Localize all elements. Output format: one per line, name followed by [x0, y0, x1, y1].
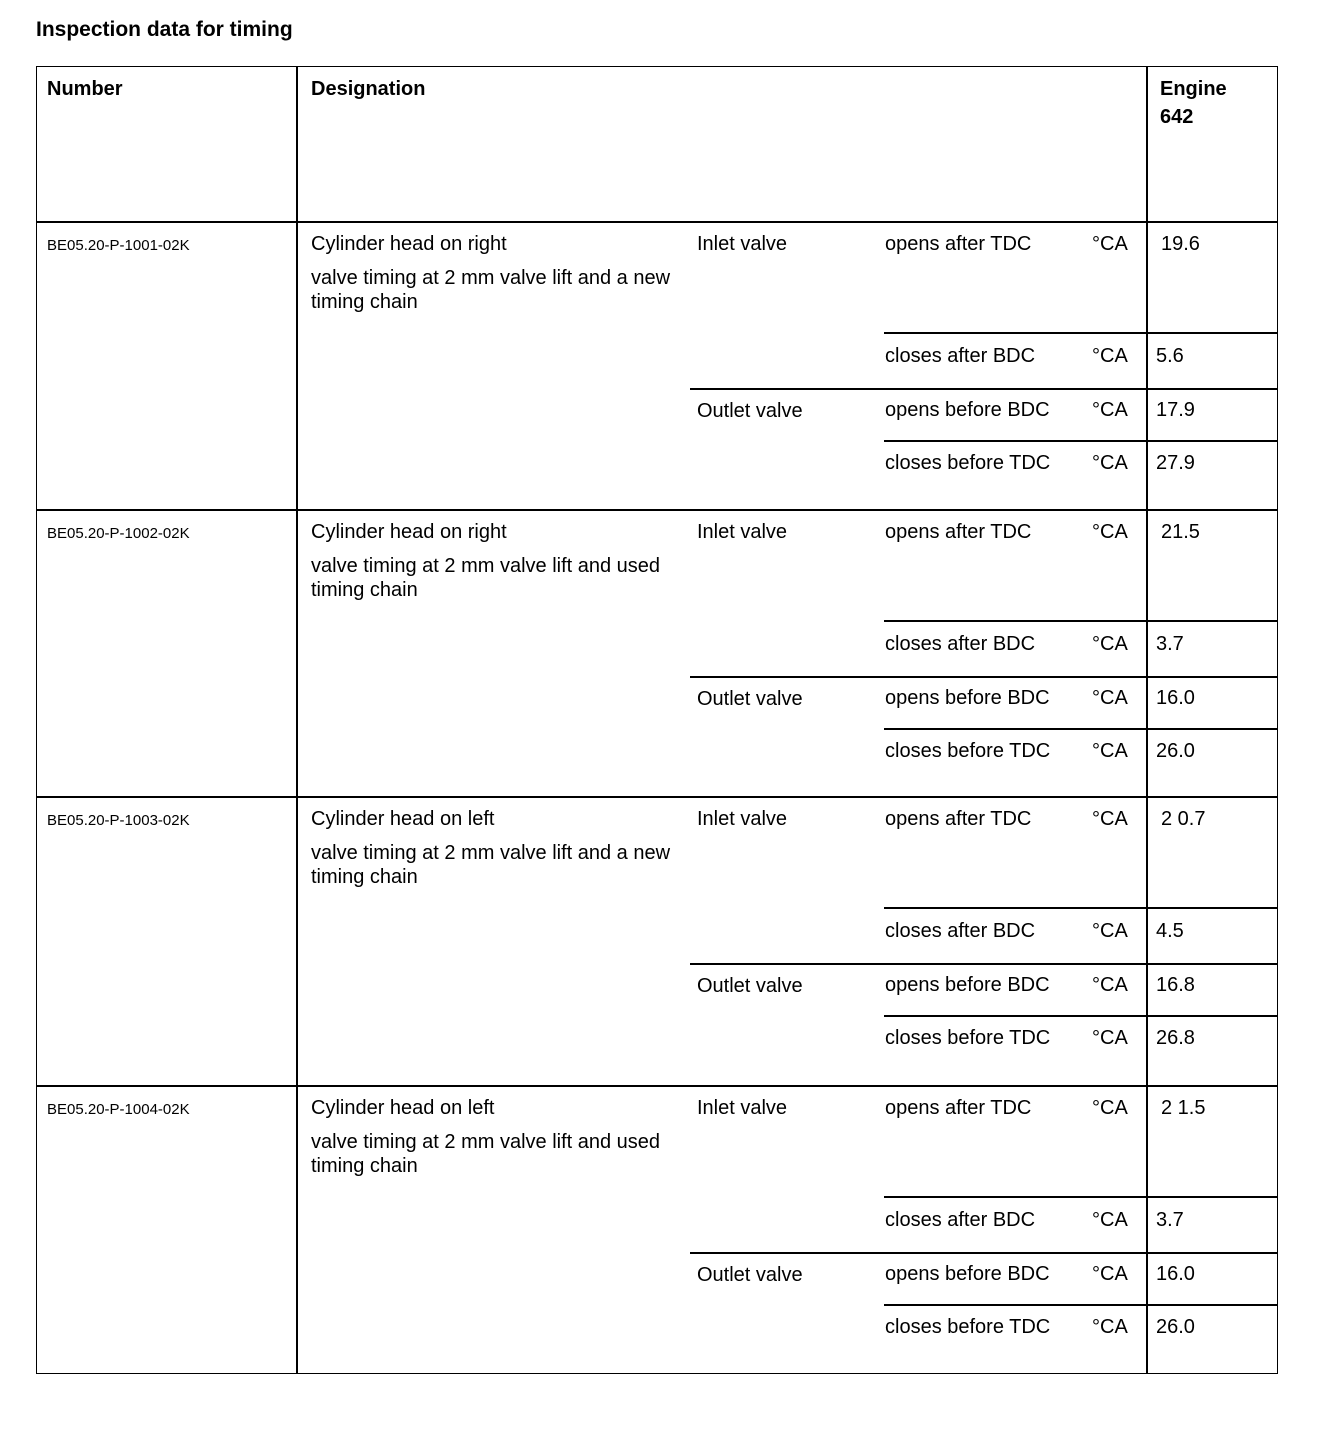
inlet-valve-label: Inlet valve [697, 233, 788, 255]
unit-label: °CA [1092, 808, 1128, 830]
timing-event: opens before BDC [885, 974, 1050, 996]
timing-value: 3.7 [1156, 1209, 1184, 1231]
sub-row-divider [690, 1252, 1278, 1254]
sub-row-divider [690, 388, 1278, 390]
sub-row-divider [884, 1304, 1278, 1306]
timing-event: opens before BDC [885, 687, 1050, 709]
inlet-valve-label: Inlet valve [697, 521, 788, 543]
timing-event: closes after BDC [885, 1209, 1036, 1231]
timing-value: 16.0 [1156, 687, 1195, 709]
outlet-valve-label: Outlet valve [697, 975, 803, 997]
timing-value: 19.6 [1161, 233, 1200, 255]
header-engine: Engine [1160, 78, 1227, 100]
timing-event: closes before TDC [885, 740, 1051, 762]
timing-value: 3.7 [1156, 633, 1184, 655]
cylinder-head: Cylinder head on left [311, 808, 495, 830]
timing-event: opens after TDC [885, 233, 1032, 255]
designation-text: valve timing at 2 mm valve lift and a new timing chain [311, 842, 671, 888]
designation-text: valve timing at 2 mm valve lift and used timing chain [311, 555, 661, 601]
designation-text: valve timing at 2 mm valve lift and used timing chain [311, 1131, 661, 1177]
timing-value: 4.5 [1156, 920, 1184, 942]
sub-row-divider [884, 1015, 1278, 1017]
unit-label: °CA [1092, 1263, 1128, 1285]
sub-row-divider [884, 1196, 1278, 1198]
unit-label: °CA [1092, 399, 1128, 421]
timing-event: closes after BDC [885, 345, 1036, 367]
unit-label: °CA [1092, 1316, 1128, 1338]
timing-event: closes after BDC [885, 920, 1036, 942]
header-designation: Designation [311, 78, 426, 100]
row-divider [36, 221, 1278, 223]
timing-value: 5.6 [1156, 345, 1184, 367]
timing-value: 26.8 [1156, 1027, 1195, 1049]
unit-label: °CA [1092, 1097, 1128, 1119]
timing-value: 27.9 [1156, 452, 1195, 474]
outlet-valve-label: Outlet valve [697, 688, 803, 710]
part-number: BE05.20-P-1003-02K [47, 812, 190, 829]
unit-label: °CA [1092, 633, 1128, 655]
sub-row-divider [884, 440, 1278, 442]
timing-event: opens after TDC [885, 808, 1032, 830]
timing-value: 2 1.5 [1161, 1097, 1206, 1119]
outlet-valve-label: Outlet valve [697, 1264, 803, 1286]
designation-text: valve timing at 2 mm valve lift and a new timing chain [311, 267, 671, 313]
unit-label: °CA [1092, 687, 1128, 709]
inlet-valve-label: Inlet valve [697, 1097, 788, 1119]
header-number: Number [47, 78, 123, 100]
unit-label: °CA [1092, 920, 1128, 942]
row-divider [36, 509, 1278, 511]
sub-row-divider [690, 676, 1278, 678]
part-number: BE05.20-P-1001-02K [47, 237, 190, 254]
row-divider [36, 796, 1278, 798]
cylinder-head: Cylinder head on right [311, 233, 507, 255]
unit-label: °CA [1092, 452, 1128, 474]
sub-row-divider [884, 620, 1278, 622]
timing-value: 26.0 [1156, 1316, 1195, 1338]
unit-label: °CA [1092, 1209, 1128, 1231]
column-divider [1146, 66, 1148, 1374]
sub-row-divider [884, 907, 1278, 909]
outlet-valve-label: Outlet valve [697, 400, 803, 422]
timing-event: opens before BDC [885, 399, 1050, 421]
sub-row-divider [884, 332, 1278, 334]
inlet-valve-label: Inlet valve [697, 808, 788, 830]
timing-event: closes before TDC [885, 1316, 1051, 1338]
timing-event: opens before BDC [885, 1263, 1050, 1285]
timing-event: opens after TDC [885, 1097, 1032, 1119]
timing-event: opens after TDC [885, 521, 1032, 543]
unit-label: °CA [1092, 345, 1128, 367]
timing-event: closes before TDC [885, 1027, 1051, 1049]
sub-row-divider [690, 963, 1278, 965]
unit-label: °CA [1092, 1027, 1128, 1049]
timing-value: 16.8 [1156, 974, 1195, 996]
part-number: BE05.20-P-1004-02K [47, 1101, 190, 1118]
column-divider [296, 66, 298, 1374]
timing-value: 26.0 [1156, 740, 1195, 762]
unit-label: °CA [1092, 233, 1128, 255]
unit-label: °CA [1092, 974, 1128, 996]
timing-event: closes after BDC [885, 633, 1036, 655]
cylinder-head: Cylinder head on left [311, 1097, 495, 1119]
unit-label: °CA [1092, 521, 1128, 543]
unit-label: °CA [1092, 740, 1128, 762]
cylinder-head: Cylinder head on right [311, 521, 507, 543]
header-engine-model: 642 [1160, 106, 1194, 128]
row-divider [36, 1085, 1278, 1087]
timing-event: closes before TDC [885, 452, 1051, 474]
sub-row-divider [884, 728, 1278, 730]
timing-value: 21.5 [1161, 521, 1200, 543]
page-title: Inspection data for timing [36, 18, 293, 41]
timing-value: 16.0 [1156, 1263, 1195, 1285]
part-number: BE05.20-P-1002-02K [47, 525, 190, 542]
timing-value: 17.9 [1156, 399, 1195, 421]
timing-value: 2 0.7 [1161, 808, 1206, 830]
